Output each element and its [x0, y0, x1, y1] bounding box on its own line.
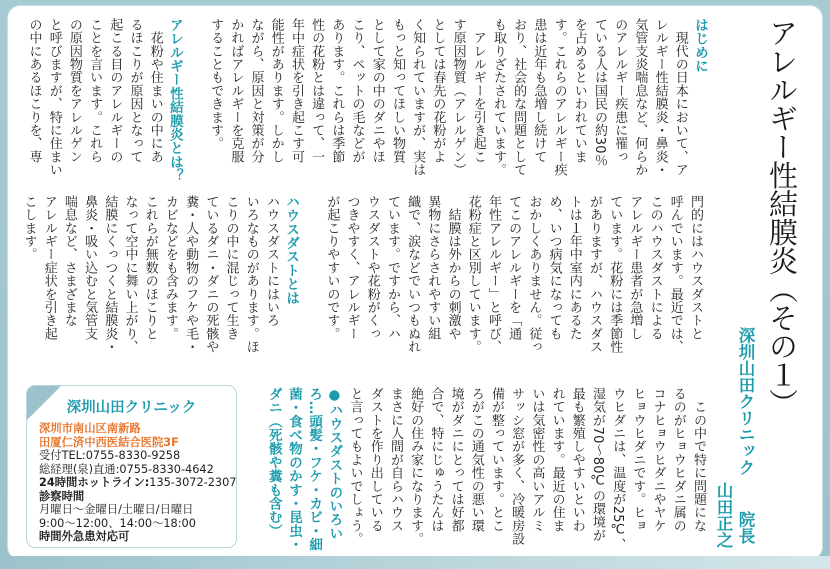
text-column: 結膜にくっつくと結膜炎・: [102, 195, 118, 354]
text-column: の中にあるほこりを、専: [26, 18, 42, 164]
text-column: ているダニ・ダニの死骸や: [203, 195, 219, 354]
text-column: ウヒダニは、温度が25℃、: [610, 387, 626, 552]
text-column: ヒョウヒダニです。ヒョ: [630, 387, 646, 533]
text-column: 起こる目のアレルギーの: [107, 18, 123, 164]
text-column: としては春先の花粉がよ: [430, 18, 446, 164]
text-column: 気管支炎喘息など、何らか: [632, 18, 648, 177]
text-column: が起こりやすいのです。: [324, 195, 340, 341]
text-column: す。これらのアレルギー疾: [551, 18, 567, 177]
clinic-hours: 9:00～12:00、14:00～18:00: [39, 516, 196, 530]
section-heading: アレルギー性結膜炎とは？: [166, 18, 183, 183]
section-introduction: [23, 18, 710, 183]
text-column: 門的にはハウスダストと: [688, 195, 703, 341]
section-heading: はじめに: [692, 18, 708, 73]
text-column: 患は近年も急増し続けて: [531, 18, 547, 164]
author-role: 院長: [736, 511, 755, 544]
text-column: 年性アレルギー」と呼び、: [485, 195, 501, 354]
article-title: アレルギー性結膜炎（その１）: [765, 18, 799, 417]
text-column: サッシ窓が多く、冷暖房設: [509, 387, 525, 546]
note-column: 菌・食べ物のかす・昆虫・: [285, 387, 302, 552]
hours-label: 診察時間: [39, 489, 85, 503]
text-column: るのがヒョウヒダニ属の: [670, 387, 686, 533]
text-column: 糞・人や動物のフケや毛・: [183, 195, 199, 354]
text-column: がありますが、ハウスダス: [586, 195, 602, 354]
text-column: のアレルギー疾患に罹っ: [612, 18, 628, 164]
text-column: 最も繁殖しやすいといわ: [569, 387, 585, 533]
direct-tel: 総経理(泉)直通:0755-8330-4642: [39, 462, 214, 476]
clinic-address-2: 田厦仁済中西医結合医院3F: [39, 435, 179, 449]
text-column: 呼んでいます。最近では、: [667, 195, 683, 354]
text-column: の原因物質をアレルゲン: [66, 18, 82, 164]
text-column: 合で、特にじゅうたんは: [428, 387, 444, 533]
text-column: 花粉や住まいの中にあ: [147, 18, 163, 164]
text-column: こり、ペットの毛などが: [349, 18, 365, 164]
clinic-name: 深圳山田クリニック: [66, 400, 197, 416]
text-column: つきやすく、アレルギー: [344, 195, 360, 341]
text-column: 異物にさらされやすい組: [425, 195, 441, 341]
text-column: 境がダニにとっては好都: [448, 387, 464, 533]
clinic-address-1: 深圳市南山区南新路: [39, 422, 141, 435]
emergency-note: 時間外急患対応可: [39, 530, 130, 543]
text-column: 備が整っています。とこ: [488, 387, 504, 533]
text-column: れています。最近の住ま: [549, 387, 565, 533]
text-column: ハウスダストにはいろ: [263, 195, 279, 327]
clinic-info-box: [26, 385, 237, 548]
text-column: として家の中のダニやほ: [369, 18, 385, 164]
text-column: 性の花粉とは違って、一: [309, 18, 325, 164]
author-clinic: 深圳山田クリニック: [736, 327, 755, 476]
text-column: いろなものがあります。ほ: [243, 195, 259, 354]
text-column: 絶好の住み家になります。: [408, 387, 424, 546]
text-column: を占めるといわれていま: [571, 18, 587, 164]
text-column: ながら、原因と対策が分: [248, 18, 264, 164]
section-house-dust: [18, 195, 705, 370]
text-column: と呼びますが、特に住まい: [46, 18, 62, 177]
text-column: カビなどをも含みます。: [162, 195, 178, 341]
text-column: 現代の日本において、ア: [672, 18, 688, 177]
text-column: 湿気が70～80℃の環境が: [589, 387, 605, 542]
text-column: るほこりが原因となって: [127, 18, 143, 164]
text-column: も取りざたされています。: [490, 18, 506, 177]
text-column: ています。ですから、ハ: [384, 195, 400, 341]
section-heading: ハウスダストとは: [283, 195, 300, 305]
text-column: おり、社会的な問題として: [511, 18, 527, 177]
text-column: ことを言います。これら: [87, 18, 103, 164]
text-column: ダストを作り出している: [367, 387, 383, 533]
hotline-label: 24時間ホットライン:: [39, 476, 150, 489]
reception-tel: 受付TEL:0755-8330-9258: [39, 449, 181, 462]
bottom-band: [0, 556, 830, 569]
note-column: ●ハウスダストのいろい: [326, 387, 343, 541]
text-column: アレルギー患者が急増し: [627, 195, 643, 341]
text-column: トは１年中室内にあるた: [566, 195, 582, 341]
text-column: することもできます。: [208, 18, 224, 150]
text-column: と言ってもよいでしょう。: [347, 387, 363, 546]
text-column: この中で特に問題にな: [691, 387, 706, 533]
note-column: ダニ（死骸や糞も含む）: [265, 387, 282, 538]
text-column: アレルギーを引き起こ: [470, 18, 486, 164]
text-column: アレルギー症状を引き起: [41, 195, 57, 341]
note-column: ろ…頭髪・フケ・カビ・細: [306, 387, 323, 552]
text-column: コナヒョウヒダニやヤケ: [650, 387, 666, 533]
text-column: もっと知ってほしい物質: [389, 18, 405, 164]
text-column: す原因物質（アレルゲン）: [450, 18, 466, 177]
text-column: 織で、涙などでいつもぬれ: [405, 195, 421, 354]
text-column: レルギー性結膜炎・鼻炎・: [652, 18, 668, 177]
text-column: まさに人間が自らハウス: [387, 387, 403, 533]
text-column: 能性があります。しかし: [268, 18, 284, 164]
text-column: ウスダストや花粉がくっ: [364, 195, 380, 341]
text-column: あります。これらは季節: [329, 18, 345, 164]
text-column: このハウスダストによる: [647, 195, 663, 341]
text-column: 花粉症と区別しています。: [465, 195, 481, 354]
text-column: こします。: [21, 195, 37, 261]
hotline-number: 135-3072-2307: [149, 476, 237, 489]
text-column: かればアレルギーを克服: [228, 18, 244, 164]
text-column: おかしくありません。従っ: [526, 195, 542, 354]
text-column: こりの中に混じって生き: [223, 195, 239, 341]
text-column: ろがこの通気性の悪い環: [468, 387, 484, 533]
text-column: 鼻炎・吸い込むと気管支: [82, 195, 98, 341]
text-column: なって空中に舞い上がり、: [122, 195, 138, 354]
text-column: 年中症状を引き起こす可: [288, 18, 304, 164]
text-column: く知られていますが、実は: [410, 18, 426, 177]
text-column: 結膜は外からの刺激や: [445, 195, 461, 341]
text-column: め、いつ病気になっても: [546, 195, 562, 341]
author-name: 山田正之: [714, 482, 733, 548]
text-column: てこのアレルギーを「通: [506, 195, 522, 341]
text-column: 喘息など、さまざまな: [61, 195, 77, 327]
text-column: いは気密性の高いアルミ: [529, 387, 545, 533]
clinic-days: 月曜日～金曜日/土曜日/日曜日: [39, 503, 194, 516]
section-mites: [264, 387, 708, 552]
text-column: ている人は国民の約30％: [591, 18, 607, 167]
text-column: これらが無数のほこりと: [142, 195, 158, 341]
text-column: ています。花粉には季節性: [607, 195, 623, 354]
